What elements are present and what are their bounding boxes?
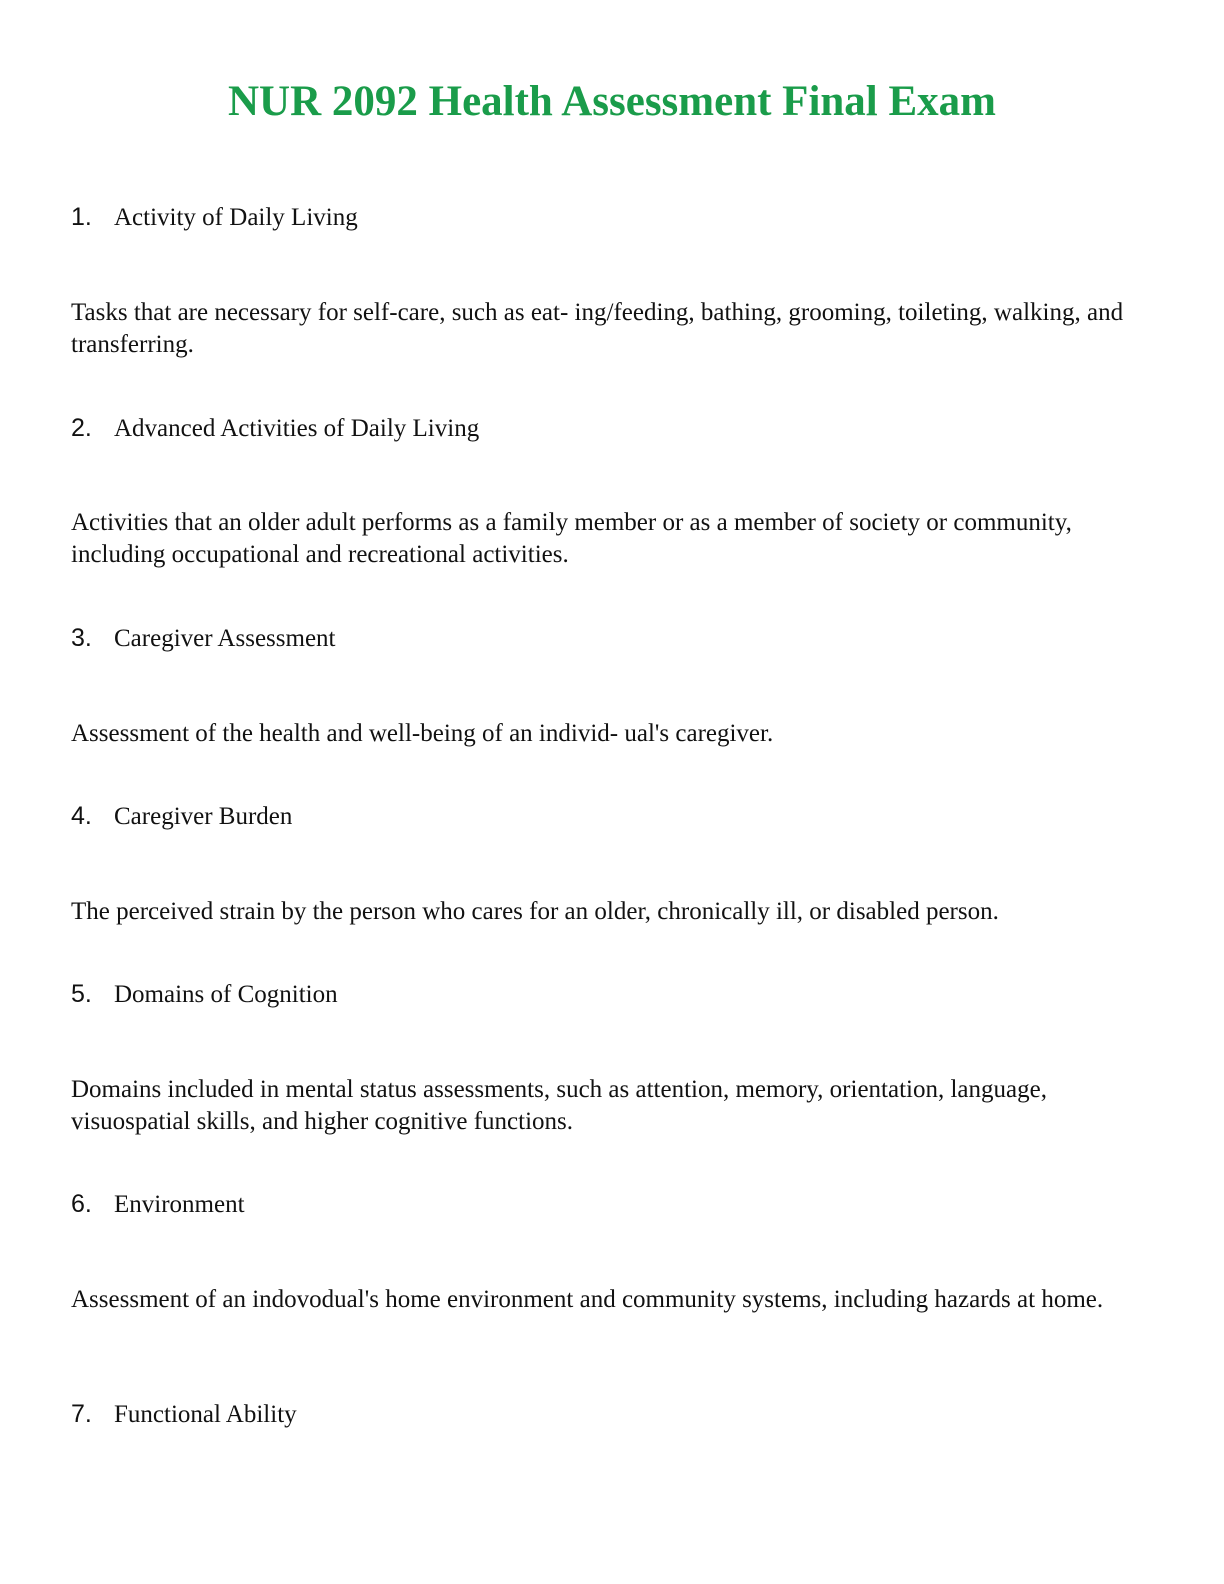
term-heading — [71, 979, 338, 1010]
term-heading — [71, 413, 479, 444]
term-heading — [71, 1399, 297, 1430]
term-label: Domains of Cognition — [114, 981, 338, 1008]
term-heading — [71, 801, 292, 832]
term-number: 5. — [71, 980, 92, 1008]
term-number: 7. — [71, 1400, 92, 1428]
term-number: 3. — [71, 624, 92, 652]
term-number: 6. — [71, 1190, 92, 1218]
term-definition: Activities that an older adult performs as a family member or as a member of society or community, including occupational and recreational activities. — [71, 509, 1072, 568]
term-label: Activity of Daily Living — [114, 204, 358, 231]
term-heading — [71, 623, 335, 654]
term-label: Advanced Activities of Daily Living — [114, 415, 480, 442]
term-label: Functional Ability — [114, 1401, 297, 1428]
term-definition: Assessment of an indovodual's home environment and community systems, including hazards at home. — [71, 1286, 1104, 1313]
term-number: 1. — [71, 203, 92, 231]
term-number: 2. — [71, 414, 92, 442]
term-number: 4. — [71, 802, 92, 830]
term-definition: Domains included in mental status assessments, such as attention, memory, orientation, language, visuospatial skills, and higher cognitive functions. — [71, 1076, 1047, 1135]
term-heading — [71, 202, 358, 233]
term-label: Environment — [114, 1191, 245, 1218]
term-definition: Assessment of the health and well-being of an individ- ual's caregiver. — [71, 720, 774, 747]
document-title: NUR 2092 Health Assessment Final Exam — [227, 78, 997, 125]
term-definition: Tasks that are necessary for self-care, such as eat- ing/feeding, bathing, grooming, toileting, walking, and transferring. — [71, 299, 1124, 358]
term-heading — [71, 1189, 245, 1220]
term-definition: The perceived strain by the person who cares for an older, chronically ill, or disabled person. — [71, 898, 999, 925]
term-label: Caregiver Assessment — [114, 625, 336, 652]
term-label: Caregiver Burden — [114, 803, 293, 830]
